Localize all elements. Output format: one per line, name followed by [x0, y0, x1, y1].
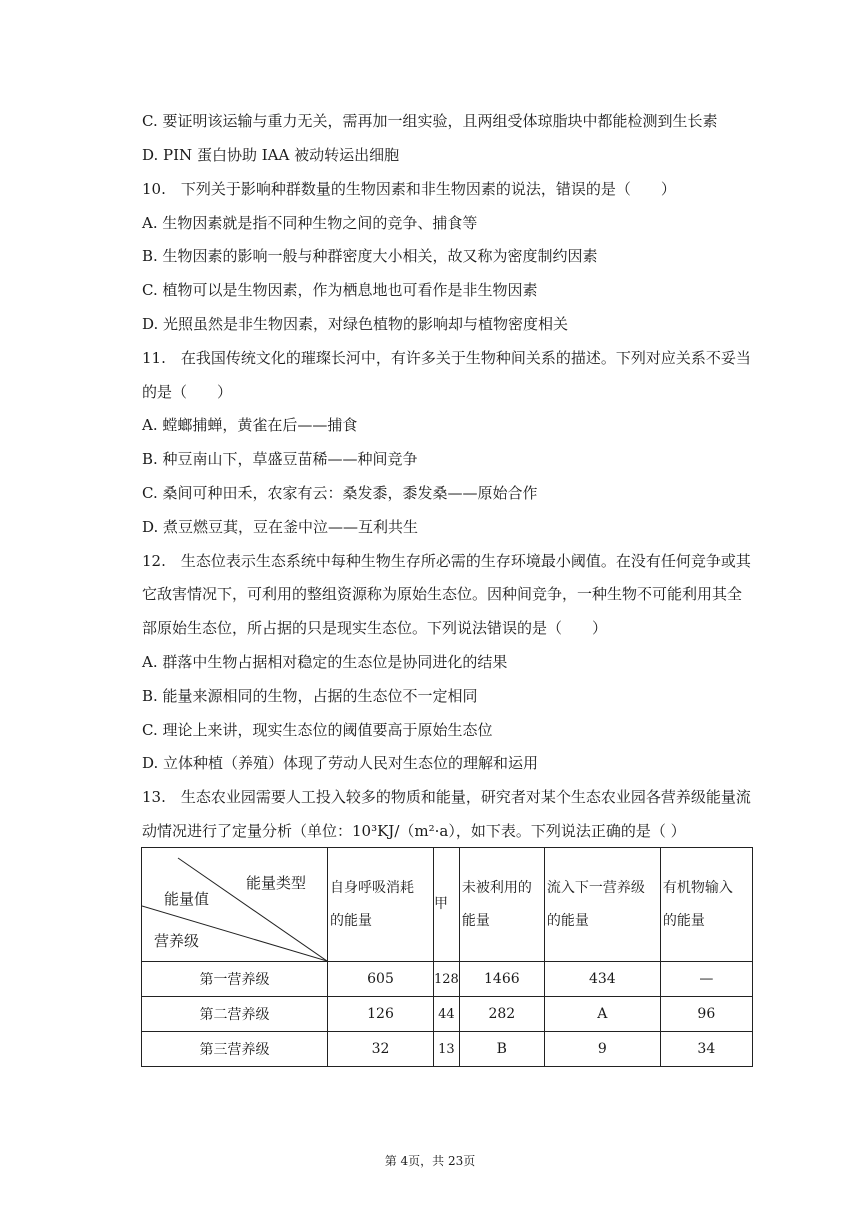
table-cell: 9	[544, 1032, 660, 1067]
table-cell: 128	[434, 962, 460, 997]
header-respiration: 自身呼吸消耗 的能量	[328, 848, 434, 962]
question-11-stem: 11. 在我国传统文化的璀璨长河中，有许多关于生物种间关系的描述。下列对应关系不妥当	[142, 349, 751, 367]
option-9d: D. PIN 蛋白协助 IAA 被动转运出细胞	[142, 146, 400, 164]
question-12-stem-cont2: 部原始生态位，所占据的只是现实生态位。下列说法错误的是（ ）	[142, 619, 608, 637]
corner-label-energy-type: 能量类型	[246, 874, 307, 892]
table-cell: 96	[660, 997, 752, 1032]
header-next-level: 流入下一营养级 的能量	[544, 848, 660, 962]
question-12-stem-cont: 它敌害情况下，可利用的整组资源称为原始生态位。因种间竞争，一种生物不可能利用其全	[142, 585, 743, 603]
table-row	[142, 962, 753, 997]
table-cell: 44	[434, 997, 460, 1032]
option-12d: D. 立体种植（养殖）体现了劳动人民对生态位的理解和运用	[142, 754, 539, 772]
table-row	[142, 1032, 753, 1067]
option-10b: B. 生物因素的影响一般与种群密度大小相关，故又称为密度制约因素	[142, 247, 598, 265]
table-cell: 13	[434, 1032, 460, 1067]
table-cell: 282	[459, 997, 544, 1032]
question-11-stem-cont: 的是（ ）	[142, 383, 233, 401]
option-12c: C. 理论上来讲，现实生态位的阈值要高于原始生态位	[142, 721, 493, 739]
option-12a: A. 群落中生物占据相对稳定的生态位是协同进化的结果	[142, 653, 508, 671]
corner-label-energy-value: 能量值	[164, 890, 210, 908]
table-cell: 34	[660, 1032, 752, 1067]
option-10d: D. 光照虽然是非生物因素，对绿色植物的影响却与植物密度相关	[142, 315, 569, 333]
option-9c: C. 要证明该运输与重力无关，需再加一组实验，且两组受体琼脂块中都能检测到生长素	[142, 112, 718, 130]
header-jia: 甲	[434, 848, 460, 962]
table-cell: B	[459, 1032, 544, 1067]
question-13-stem-cont: 动情况进行了定量分析（单位：10³KJ/（m²·a），如下表。下列说法正确的是（ ）	[142, 822, 686, 840]
option-11d: D. 煮豆燃豆萁，豆在釜中泣——互利共生	[142, 518, 419, 536]
row-label: 第三营养级	[142, 1032, 328, 1067]
row-label: 第一营养级	[142, 962, 328, 997]
page-footer: 第 4页，共 23页	[384, 1154, 476, 1168]
question-10-stem: 10. 下列关于影响种群数量的生物因素和非生物因素的说法，错误的是（ ）	[142, 180, 676, 198]
header-unused: 未被利用的 能量	[459, 848, 544, 962]
option-11a: A. 螳螂捕蝉，黄雀在后——捕食	[142, 416, 358, 434]
question-12-stem: 12. 生态位表示生态系统中每种生物生存所必需的生存环境最小阈值。在没有任何竞争或其	[142, 552, 751, 570]
option-11c: C. 桑间可种田禾，农家有云：桑发黍，黍发桑——原始合作	[142, 484, 538, 502]
corner-label-trophic-level: 营养级	[154, 932, 200, 950]
option-10c: C. 植物可以是生物因素，作为栖息地也可看作是非生物因素	[142, 281, 538, 299]
table-header-row	[142, 848, 753, 962]
option-12b: B. 能量来源相同的生物，占据的生态位不一定相同	[142, 687, 478, 705]
header-organic-input: 有机物输入 的能量	[660, 848, 752, 962]
table-cell: —	[660, 962, 752, 997]
table-cell: A	[544, 997, 660, 1032]
table-cell: 32	[328, 1032, 434, 1067]
table-cell: 434	[544, 962, 660, 997]
energy-flow-table	[141, 847, 753, 1067]
row-label: 第二营养级	[142, 997, 328, 1032]
table-row	[142, 997, 753, 1032]
table-cell: 1466	[459, 962, 544, 997]
option-10a: A. 生物因素就是指不同种生物之间的竞争、捕食等	[142, 214, 478, 232]
option-11b: B. 种豆南山下，草盛豆苗稀——种间竞争	[142, 450, 418, 468]
diagonal-header-cell	[142, 848, 328, 962]
table-cell: 126	[328, 997, 434, 1032]
question-13-stem: 13. 生态农业园需要人工投入较多的物质和能量，研究者对某个生态农业园各营养级能量流	[142, 788, 751, 806]
table-cell: 605	[328, 962, 434, 997]
